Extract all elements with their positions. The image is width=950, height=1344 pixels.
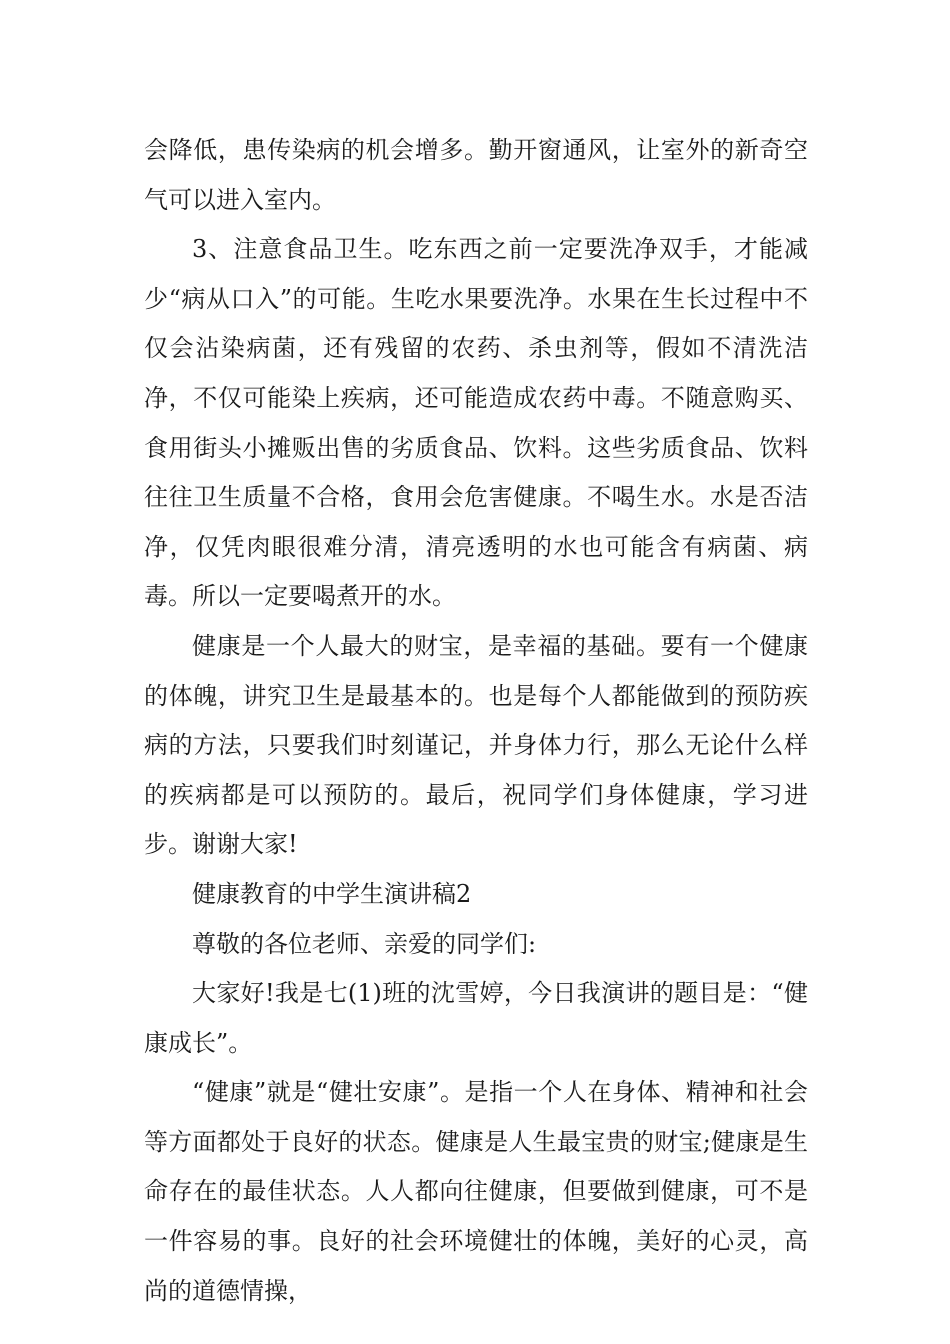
document-body: [144, 126, 808, 1316]
paragraph-health-definition: “健康”就是“健壮安康”。是指一个人在身体、精神和社会等方面都处于良好的状态。健康是人生最宝贵的财宝;健康是生命存在的最佳状态。人人都向往健康，但要做到健康，可不是一件容易的事。良好的社会环境健壮的体魄，美好的心灵，高尚的道德情操，: [144, 1078, 808, 1305]
paragraph-health-wealth: 健康是一个人最大的财宝，是幸福的基础。要有一个健康的体魄，讲究卫生是最基本的。也是每个人都能做到的预防疾病的方法，只要我们时刻谨记，并身体力行，那么无论什么样的疾病都是可以预防的。最后，祝同学们身体健康，学习进步。谢谢大家!: [144, 631, 808, 859]
section-title: 健康教育的中学生演讲稿2: [192, 879, 472, 908]
paragraph-continuation: 会降低，患传染病的机会增多。勤开窗通风，让室外的新奇空气可以进入室内。: [144, 136, 808, 214]
salutation: 尊敬的各位老师、亲爱的同学们:: [192, 929, 537, 958]
paragraph-greeting: 大家好!我是七(1)班的沈雪婷，今日我演讲的题目是：“健康成长”。: [144, 979, 808, 1057]
paragraph-food-hygiene: 3、注意食品卫生。吃东西之前一定要洗净双手，才能减少“病从口入”的可能。生吃水果要洗净。水果在生长过程中不仅会沾染病菌，还有残留的农药、杀虫剂等，假如不清洗洁净，不仅可能染上疾病，还可能造成农药中毒。不随意购买、食用街头小摊贩出售的劣质食品、饮料。这些劣质食品、饮料往往卫生质量不合格，食用会危害健康。不喝生水。水是否洁净，仅凭肉眼很难分清，清亮透明的水也可能含有病菌、病毒。所以一定要喝煮开的水。: [144, 235, 808, 611]
